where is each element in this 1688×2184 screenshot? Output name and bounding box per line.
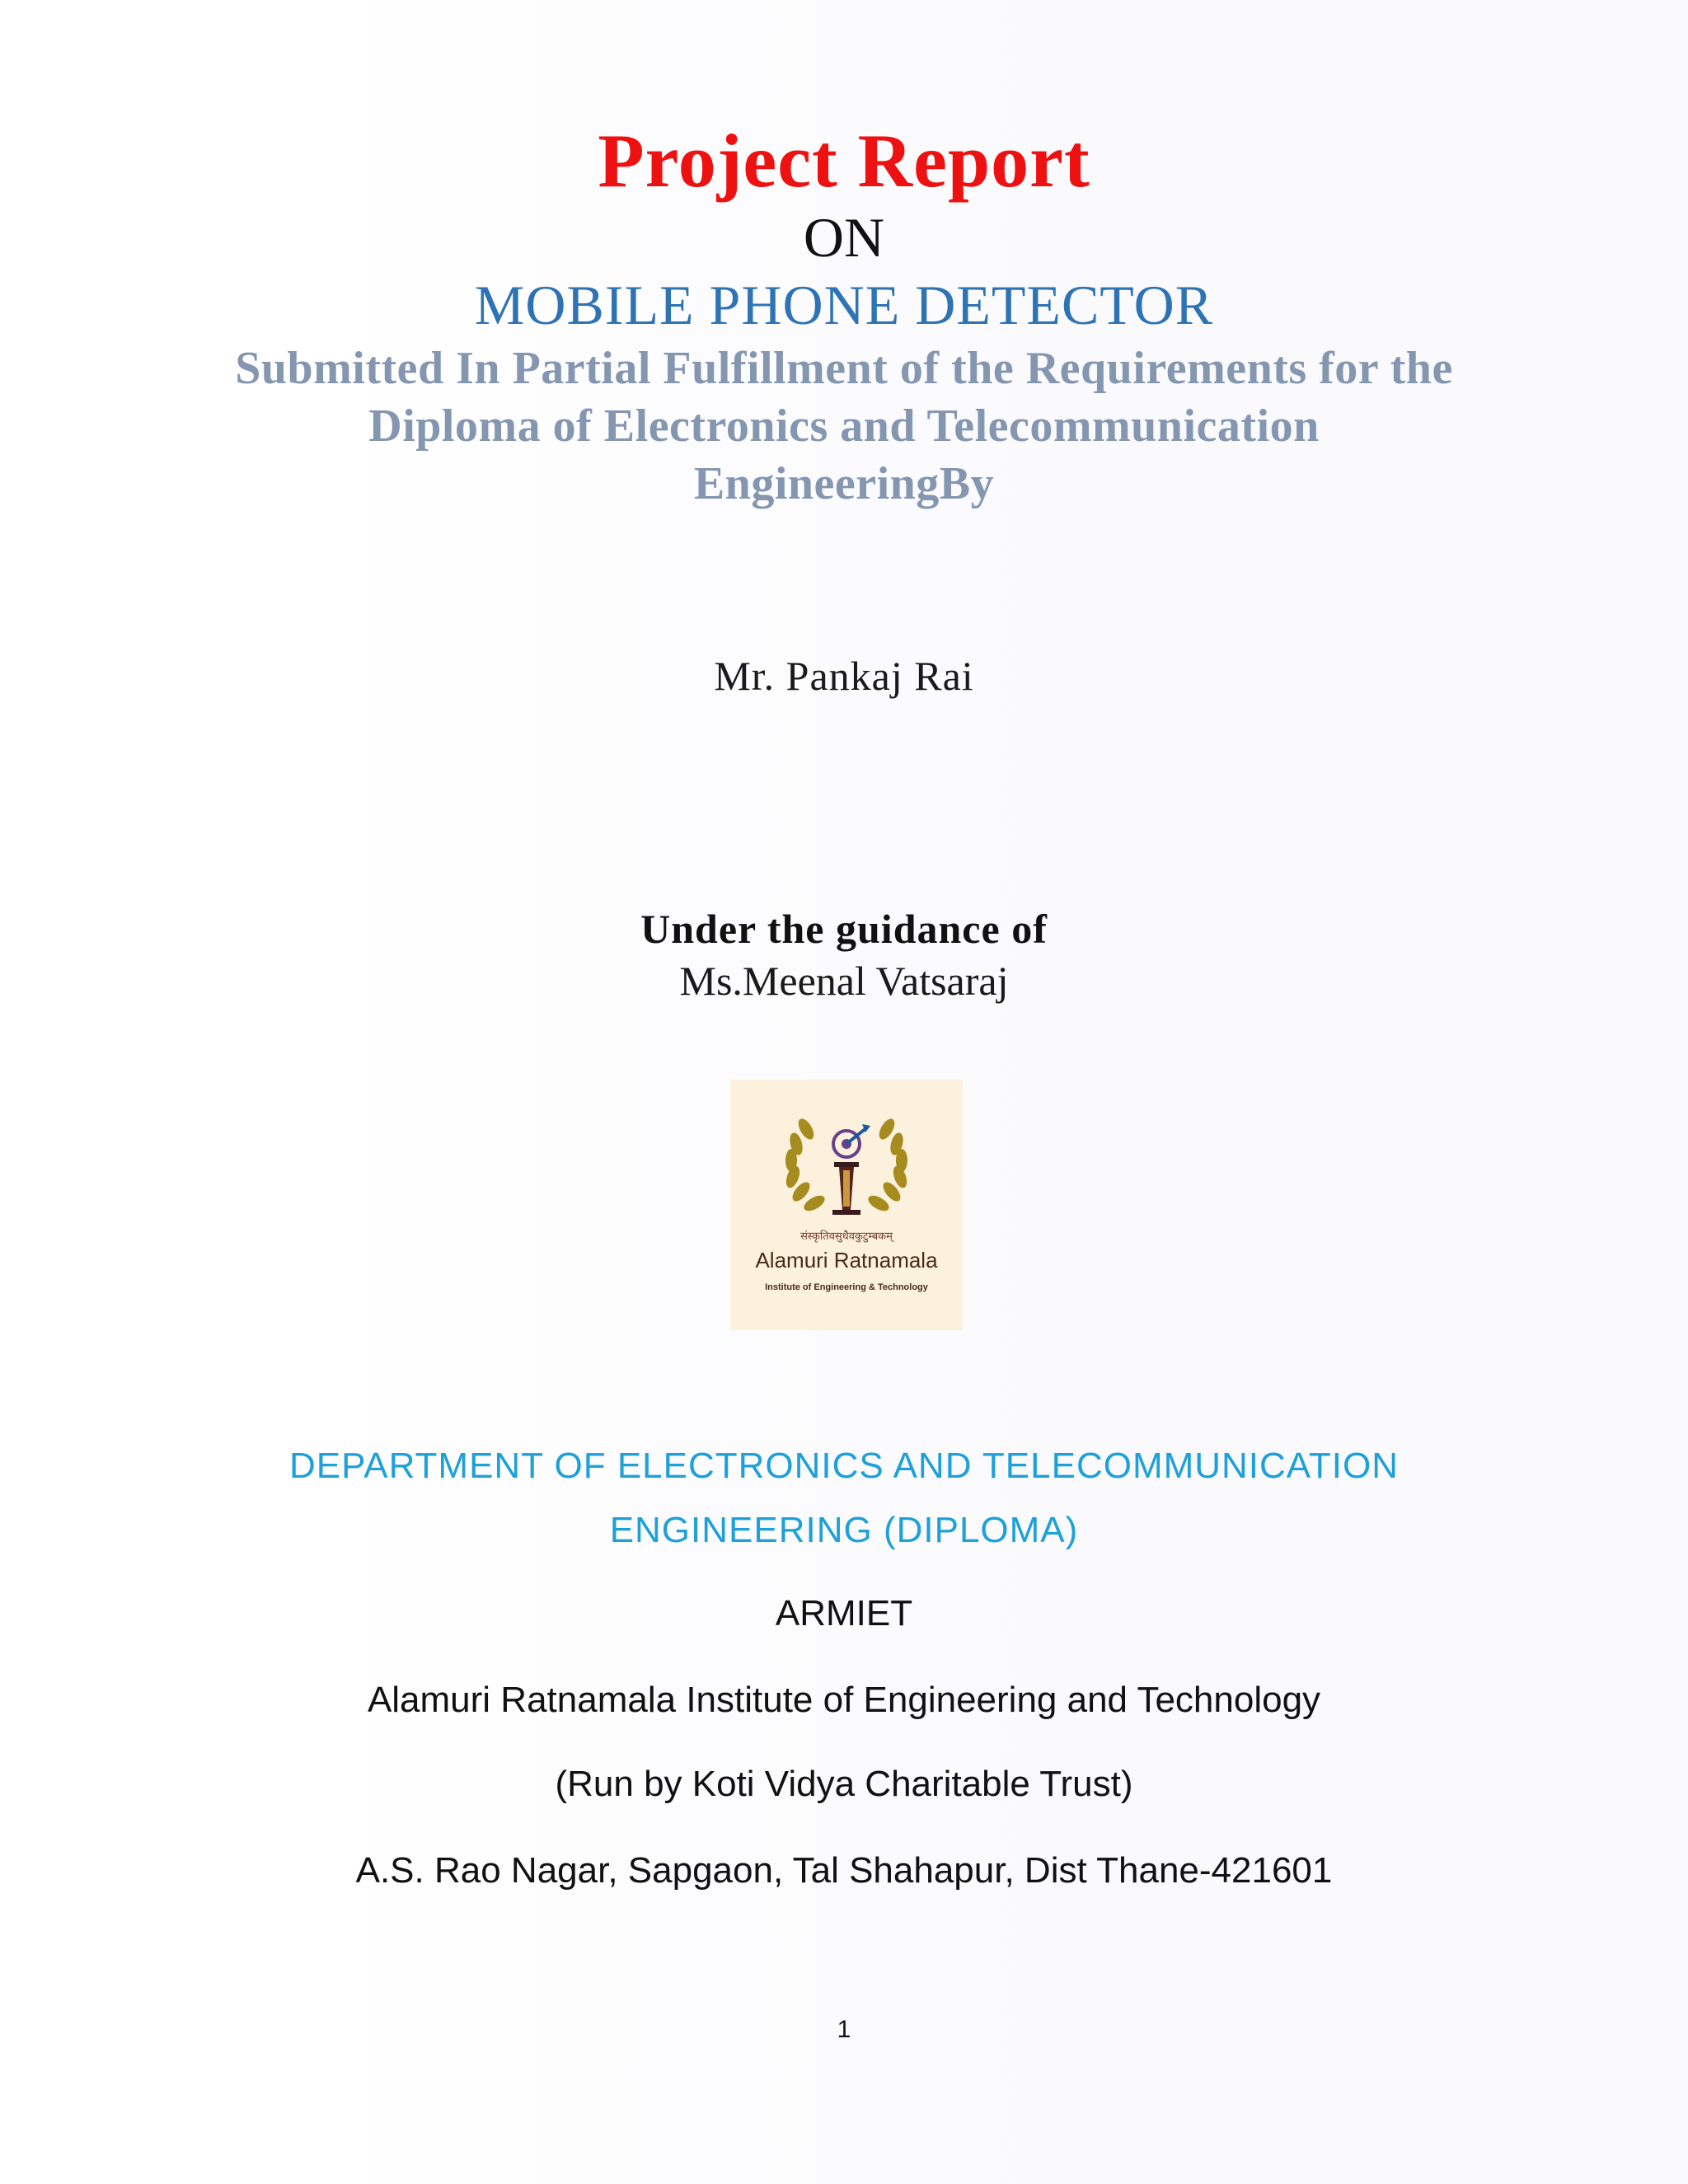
project-subject: MOBILE PHONE DETECTOR [474, 274, 1214, 336]
student-name: Mr. Pankaj Rai [714, 653, 974, 699]
logo-motto: संस्कृतिवसुधैवकुटुम्बकम् [800, 1230, 893, 1243]
report-title: Project Report [598, 119, 1090, 203]
page-number: 1 [837, 2016, 851, 2043]
institute-abbreviation: ARMIET [775, 1593, 913, 1633]
department-line: ENGINEERING (DIPLOMA) [609, 1510, 1079, 1550]
logo-subtitle: Institute of Engineering & Technology [765, 1282, 928, 1292]
department-name [0, 1434, 1688, 1563]
institute-logo [730, 1080, 963, 1330]
submission-line: Submitted In Partial Fulfillment of the Requirements for the [235, 343, 1453, 394]
institute-address: A.S. Rao Nagar, Sapgaon, Tal Shahapur, Dist Thane-421601 [355, 1850, 1333, 1891]
submission-line: EngineeringBy [693, 458, 995, 509]
submission-statement [0, 340, 1688, 513]
guide-name: Ms.Meenal Vatsaraj [679, 958, 1009, 1004]
submission-line: Diploma of Electronics and Telecommunication [368, 401, 1320, 452]
logo-name: Alamuri Ratnamala [755, 1248, 938, 1272]
department-line: DEPARTMENT OF ELECTRONICS AND TELECOMMUNICATION [289, 1446, 1399, 1486]
institute-full-name: Alamuri Ratnamala Institute of Engineering and Technology [367, 1680, 1321, 1720]
guidance-label: Under the guidance of [640, 906, 1048, 952]
on-label: ON [803, 206, 885, 269]
laurel-emblem-icon [730, 1080, 963, 1236]
trust-name: (Run by Koti Vidya Charitable Trust) [555, 1764, 1133, 1804]
